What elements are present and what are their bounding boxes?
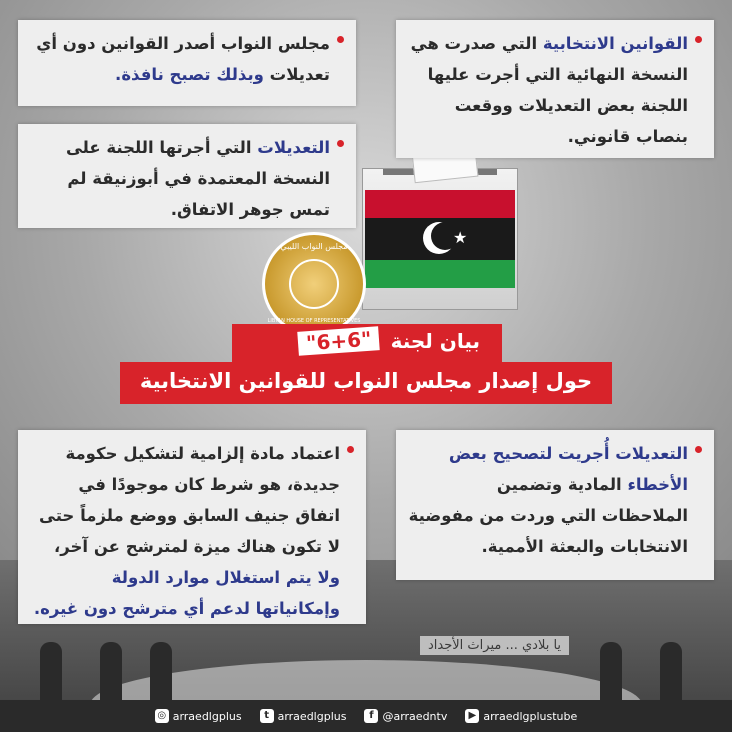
card-highlight: التعديلات xyxy=(257,138,330,157)
footer-instagram[interactable] xyxy=(155,709,242,723)
card-highlight: وبذلك تصبح نافذة. xyxy=(115,65,264,84)
card-amendments xyxy=(18,124,356,228)
social-footer xyxy=(0,700,732,732)
bullet-icon xyxy=(337,140,344,147)
card-new-government xyxy=(18,430,366,624)
footer-label: @arraedntv xyxy=(382,709,448,723)
title-badge: "6+6" xyxy=(297,326,380,356)
libya-flag: ★ xyxy=(365,190,515,290)
instagram-icon: ◎ xyxy=(155,709,169,723)
youtube-icon: ▶ xyxy=(465,709,479,723)
parliament-seal-logo xyxy=(262,232,366,336)
card-corrections xyxy=(396,430,714,580)
bullet-icon xyxy=(695,36,702,43)
card-text: مجلس النواب أصدر القوانين دون أي تعديلات xyxy=(36,34,330,84)
footer-label: arraedlgplustube xyxy=(483,709,578,723)
footer-label: arraedlgplus xyxy=(172,709,242,723)
footer-twitter[interactable] xyxy=(260,709,347,723)
seal-english-text: LIBYAN HOUSE OF REPRESENTATIVES xyxy=(267,318,361,324)
footer-youtube[interactable] xyxy=(465,709,577,723)
bullet-icon xyxy=(347,446,354,453)
twitter-icon: t xyxy=(260,709,274,723)
footer-facebook[interactable] xyxy=(364,709,447,723)
title-prefix: بيان لجنة xyxy=(390,329,480,353)
card-highlight: القوانين الانتخابية xyxy=(542,34,688,53)
card-highlight: ولا يتم استغلال موارد الدولة وإمكانياتها لدعم أي مترشح دون غيره. xyxy=(33,568,340,618)
title-line-2 xyxy=(120,362,612,404)
footer-label: arraedlgplus xyxy=(277,709,347,723)
seal-arabic-text: مجلس النواب الليبي xyxy=(280,242,348,251)
card-text: التي أجرتها اللجنة على النسخة المعتمدة في أبوزنيقة لم تمس جوهر الاتفاق. xyxy=(65,138,330,219)
facebook-icon: f xyxy=(364,709,378,723)
title-text: حول إصدار مجلس النواب للقوانين الانتخابية xyxy=(139,369,593,393)
card-highlight: التعديلات أُجريت لتصحيح بعض الأخطاء xyxy=(448,444,688,494)
meeting-banner: يا بلادي ... ميراث الأجداد xyxy=(420,636,569,655)
bullet-icon xyxy=(695,446,702,453)
card-electoral-laws xyxy=(396,20,714,158)
card-text: التي صدرت هي النسخة النهائية التي أجرت عليها اللجنة بعض التعديلات ووقعت بنصاب قانوني. xyxy=(410,34,688,146)
card-text: اعتماد مادة إلزامية لتشكيل حكومة جديدة، هو شرط كان موجودًا في اتفاق جنيف السابق ووضع ملزماً حتى لا تكون هناك ميزة لمترشح عن آخر، xyxy=(39,444,340,556)
title-line-1 xyxy=(232,324,502,364)
card-laws-issued xyxy=(18,20,356,106)
card-text: المادية وتضمين الملاحظات التي وردت من مفوضية الانتخابات والبعثة الأممية. xyxy=(408,475,688,556)
bullet-icon xyxy=(337,36,344,43)
